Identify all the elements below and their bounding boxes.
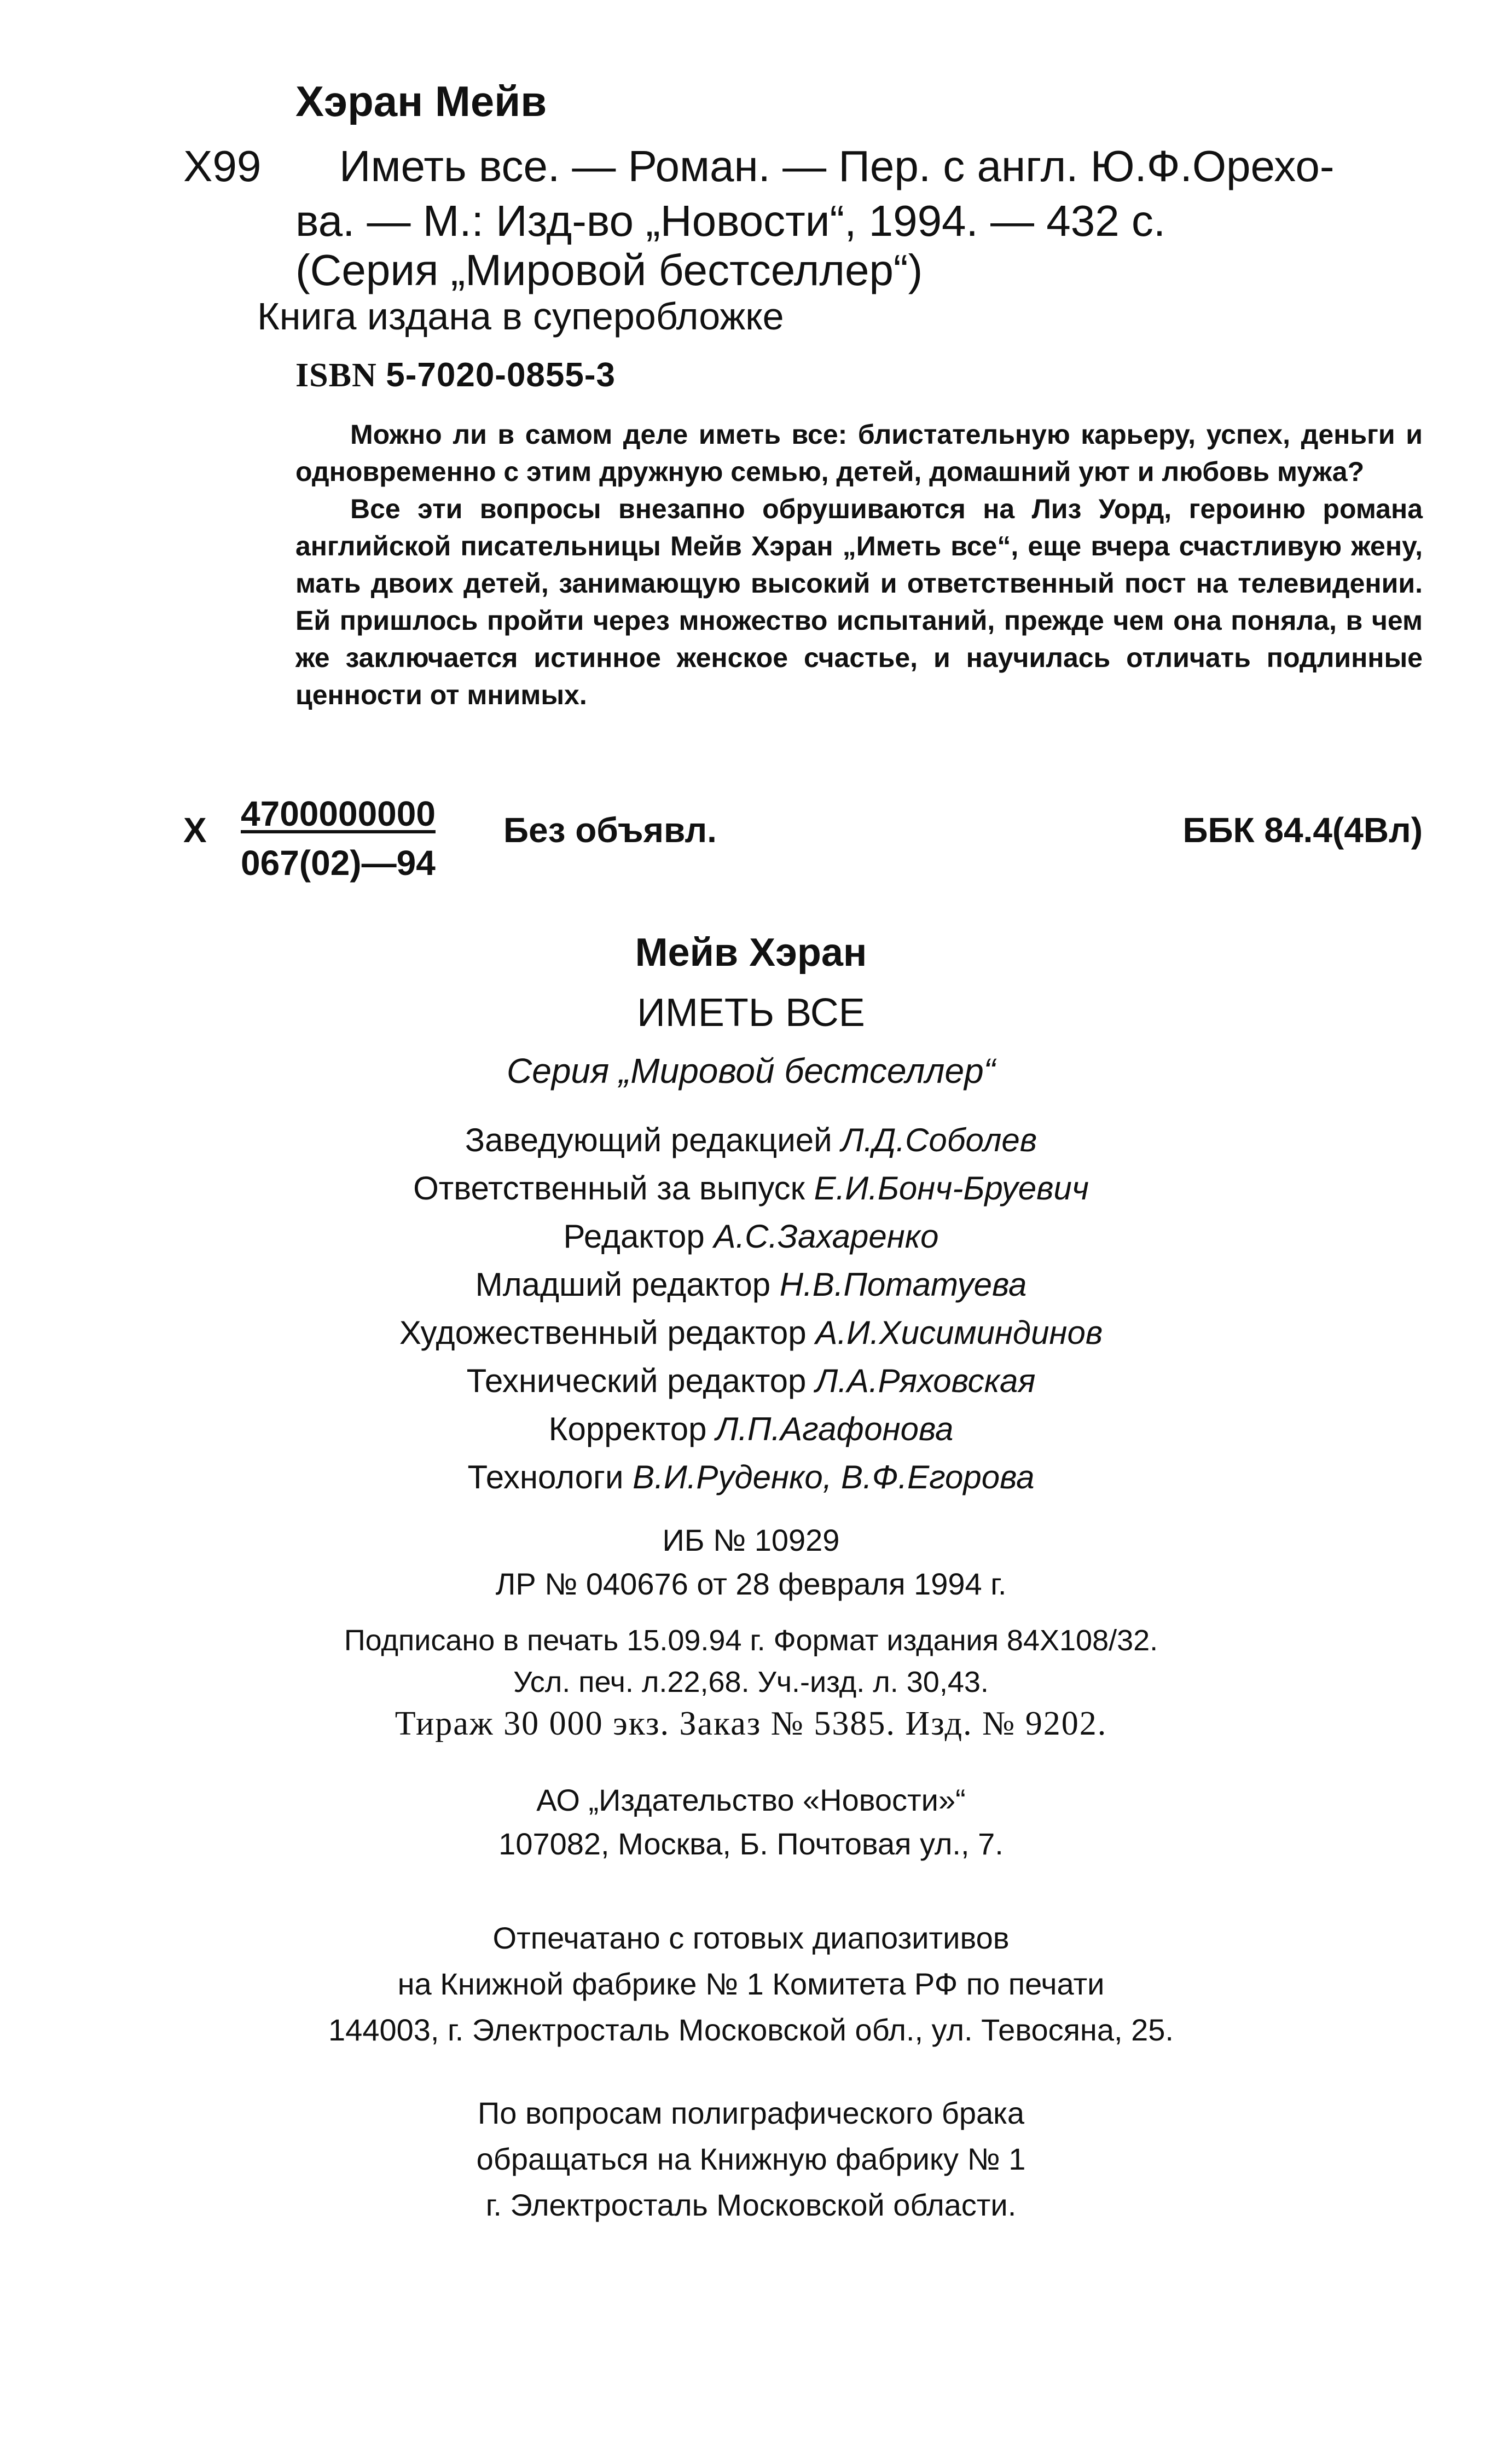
staff-row — [0, 1213, 1502, 1261]
lr-number: ЛР № 040676 от 28 февраля 1994 г. — [495, 1567, 1007, 1601]
staff-row — [0, 1309, 1502, 1357]
printed-line-1: Отпечатано с готовых диапозитивов — [492, 1921, 1010, 1955]
staff-role: Художественный редактор — [399, 1314, 807, 1351]
colophon-author: Мейв Хэран — [635, 931, 867, 975]
staff-role: Младший редактор — [475, 1266, 771, 1303]
isbn-number: 5-7020-0855-3 — [386, 356, 616, 394]
isbn — [295, 356, 616, 395]
staff-role: Технологи — [467, 1459, 624, 1495]
colophon-series: Серия „Мировой бестселлер“ — [507, 1051, 995, 1091]
printed-line-3: 144003, г. Электросталь Московской обл., ул. Тевосяна, 25. — [328, 2013, 1174, 2047]
registration-numbers — [0, 1518, 1502, 1606]
code-numerator: 4700000000 — [241, 794, 436, 833]
annotation — [295, 416, 1423, 714]
signed-line-3: Тираж 30 000 экз. Заказ № 5385. Изд. № 9202. — [395, 1705, 1107, 1742]
bib-description-line-2: ва. — М.: Изд-во „Новости“, 1994. — 432 с. — [295, 196, 1166, 245]
printer-info — [0, 1915, 1502, 2053]
bbk-code: ББК 84.4(4Вл) — [1182, 810, 1423, 850]
publisher-name: АО „Издательство «Новости»“ — [536, 1783, 966, 1817]
publisher-address — [0, 1778, 1502, 1866]
staff-name: Л.А.Ряховская — [815, 1363, 1036, 1399]
staff-row — [0, 1116, 1502, 1164]
bib-series-line: (Серия „Мировой бестселлер“) — [295, 246, 923, 294]
annotation-paragraph-2: Все эти вопросы внезапно обрушиваются на Лиз Уорд, героиню романа английской писательницы Мейв Хэран „Иметь все“, еще вчера счастливую жену, мать двоих детей, занимающую высокий и ответственный пост на телевидении. Ей пришлось пройти через множество испытаний, прежде чем она поняла, в чем же заключается истинное женское счастье, и научилась отличать подлинные ценности от мнимых. — [295, 494, 1423, 710]
staff-name: Е.И.Бонч-Бруевич — [814, 1170, 1089, 1207]
staff-row — [0, 1453, 1502, 1501]
bib-description-line-1: Иметь все. — Роман. — Пер. с англ. Ю.Ф.Орехо- — [339, 142, 1335, 190]
staff-credits — [0, 1116, 1502, 1501]
staff-role: Технический редактор — [466, 1363, 807, 1399]
colophon-title: ИМЕТЬ ВСЕ — [637, 991, 865, 1035]
staff-role: Редактор — [563, 1218, 705, 1255]
signed-line-1: Подписано в печать 15.09.94 г. Формат издания 84Х108/32. — [344, 1624, 1158, 1657]
ib-number: ИБ № 10929 — [662, 1523, 840, 1557]
defects-line-2: обращаться на Книжную фабрику № 1 — [476, 2142, 1026, 2176]
signed-line-2: Усл. печ. л.22,68. Уч.-изд. л. 30,43. — [513, 1666, 989, 1698]
publisher-street: 107082, Москва, Б. Почтовая ул., 7. — [498, 1827, 1004, 1861]
catalog-author-heading: Хэран Мейв — [295, 77, 547, 125]
staff-name: Н.В.Потатуева — [779, 1266, 1027, 1303]
defects-contact — [0, 2090, 1502, 2228]
staff-role: Заведующий редакцией — [465, 1122, 832, 1158]
annotation-paragraph-1: Можно ли в самом деле иметь все: блистательную карьеру, успех, деньги и одновременно с этим дружную семью, детей, домашний уют и любовь мужа? — [295, 419, 1423, 487]
shelf-code: X99 — [183, 142, 262, 190]
staff-role: Корректор — [548, 1411, 707, 1447]
defects-line-3: г. Электросталь Московской области. — [485, 2188, 1017, 2222]
defects-line-1: По вопросам полиграфического брака — [477, 2096, 1025, 2130]
staff-row — [0, 1164, 1502, 1213]
staff-name: Л.П.Агафонова — [716, 1411, 954, 1447]
staff-role: Ответственный за выпуск — [413, 1170, 805, 1207]
code-denominator: 067(02)—94 — [241, 843, 436, 883]
staff-row — [0, 1357, 1502, 1405]
bib-cover-note: Книга издана в суперобложке — [257, 295, 784, 338]
staff-row — [0, 1405, 1502, 1453]
staff-row — [0, 1261, 1502, 1309]
staff-name: Л.Д.Соболев — [841, 1122, 1037, 1158]
staff-name: А.С.Захаренко — [714, 1218, 939, 1255]
staff-name: А.И.Хисиминдинов — [815, 1314, 1103, 1351]
printed-line-2: на Книжной фабрике № 1 Комитета РФ по печати — [397, 1967, 1105, 2001]
code-x-mark: X — [183, 810, 207, 850]
print-specs — [0, 1620, 1502, 1744]
isbn-label: ISBN — [295, 357, 377, 394]
no-announcement-note: Без объявл. — [503, 810, 717, 850]
staff-name: В.И.Руденко, В.Ф.Егорова — [633, 1459, 1035, 1495]
